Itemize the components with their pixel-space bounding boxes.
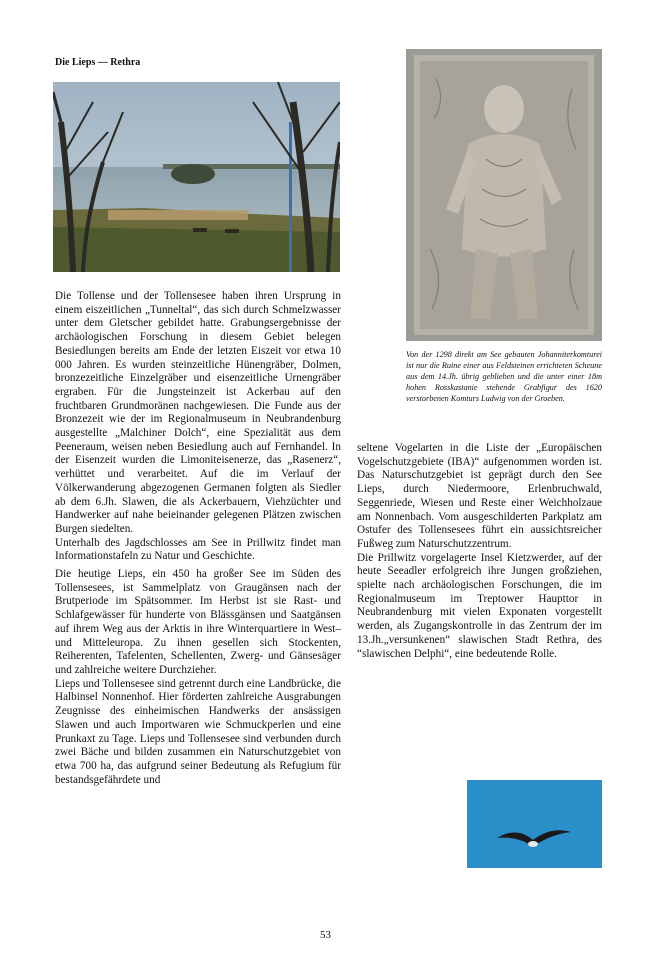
page-number: 53: [320, 929, 331, 941]
paragraph-nature-reserve: seltene Vogelarten in die Liste der „Europäischen Vogelschutzgebiete (IBA)“ aufgenommen worden ist. Das Naturschutzgebiet ist geprägt durch den See Lieps, durch Niedermoore, Erlenbruchwald, Seggenriede, Wiesen und Reste einer Weichholzaue am Nonnenbach. Vom ausgeschilderten Parkplatz am Ostufer des Tollensesees führt ein aussichtsreicher Fußweg zum Naturschutzzentrum.: [357, 442, 602, 550]
paragraph-lieps-birds: Die heutige Lieps, ein 450 ha großer See im Süden des Tollensesees, ist Sammelplatz von Graugänsen nach der Brutperiode im Spätsommer. Im Herbst ist sie Rast- und Schlafgewässer für hunderte von Blässgänsen und Saatgänsen auf ihrem Weg aus der Arktis in ihre Winterquartiere in West– und Mitteleuropa. Zu ihnen gesellen sich Stockenten, Reiherenten, Tafelenten, Schellenten, Zwerg- und Gänsesäger und zahlreiche weitere Durchzieher.: [55, 568, 341, 676]
paragraph-info-boards: Unterhalb des Jagdschlosses am See in Prillwitz findet man Informationstafeln zu Natur und Geschichte.: [55, 536, 341, 563]
right-column: [357, 442, 602, 661]
left-column: [55, 290, 341, 787]
lake-landscape-photo: [53, 82, 340, 272]
relief-caption: Von der 1298 direkt am See gebauten Johanniterkomturei ist nur die Ruine einer aus Feldsteinen errichteten Scheune aus dem 14.Jh. übrig geblieben und die unter einer 18m hohen Rosskastanie stehende Grabfigur des 1620 verstorbenen Komturs Ludwig von der Groeben.: [406, 350, 602, 403]
paragraph-kietzwerder: Die Prillwitz vorgelagerte Insel Kietzwerder, auf der heute Seeadler erfolgreich ihre Jungen großziehen, spielte nach archäologischen Forschungen, die im Regionalmuseum im Treptower Haupttor in Neubrandenburg mit vielen Exponaten vorgestellt werden, als Zugangskontrolle in das Zentrum der im 13.Jh.„versunkenen“ slawischen Stadt Rethra, des “slawischen Delphi“, eine bedeutende Rolle.: [357, 551, 602, 660]
paragraph-history: Die Tollense und der Tollensesee haben ihren Ursprung in einem eiszeitlichen „Tunneltal“, das sich durch Schmelzwasser unter dem Gletscher gebildet hatte. Grabungsergebnisse der archäologischen Forschung in diesem Gebiet belegen Besiedlungen bereits am Ende der letzten Eiszeit vor etwa 10 000 Jahren. Es wurden steinzeitliche Hünengräber, Dolmen, bronzezeitliche Einzelgräber und eisenzeitliche Urnengräber ergraben. Für die Jungsteinzeit ist Ackerbau auf den fruchtbaren Grundmoränen nachgewiesen. Die Funde aus der Bronzezeit wie der im Regionalmuseum in Neubrandenburg ausgestellte „Malchiner Dolch“, eine Spezialität aus dem Peeneraum, weisen neben Besiedlung auch auf Fernhandel. In der Eisenzeit wurden die Limoniteisenerze, das „Rasenerz“, verhüttet und verarbeitet. Auf die im Verlauf der Völkerwanderung abgezogenen Germanen folgten als Siedler ab dem 6.Jh. Slawen, die als Ackerbauern, Viehzüchter und Handwerker auf nahe beieinander gelegenen Plätzen zwischen Burgen siedelten.: [55, 290, 341, 535]
bird-in-flight-photo: [467, 780, 602, 868]
page-heading: Die Lieps — Rethra: [55, 57, 141, 68]
paragraph-nonnenhof: Lieps und Tollensesee sind getrennt durch eine Landbrücke, die Halbinsel Nonnenhof. Hier förderten zahlreiche Ausgrabungen Zeugnisse des einheimischen Handwerks der ansässigen Slawen und auch Importwaren wie Schmuckperlen und eine Prunkaxt zu Tage. Lieps und Tollensesee sind verbunden durch zwei Bäche und bilden zusammen ein Naturschutzgebiet von etwa 700 ha, das aufgrund seiner Bedeutung als Refugium für bestandsgefährdete und: [55, 677, 341, 786]
stone-relief-figure-photo: [406, 49, 602, 341]
